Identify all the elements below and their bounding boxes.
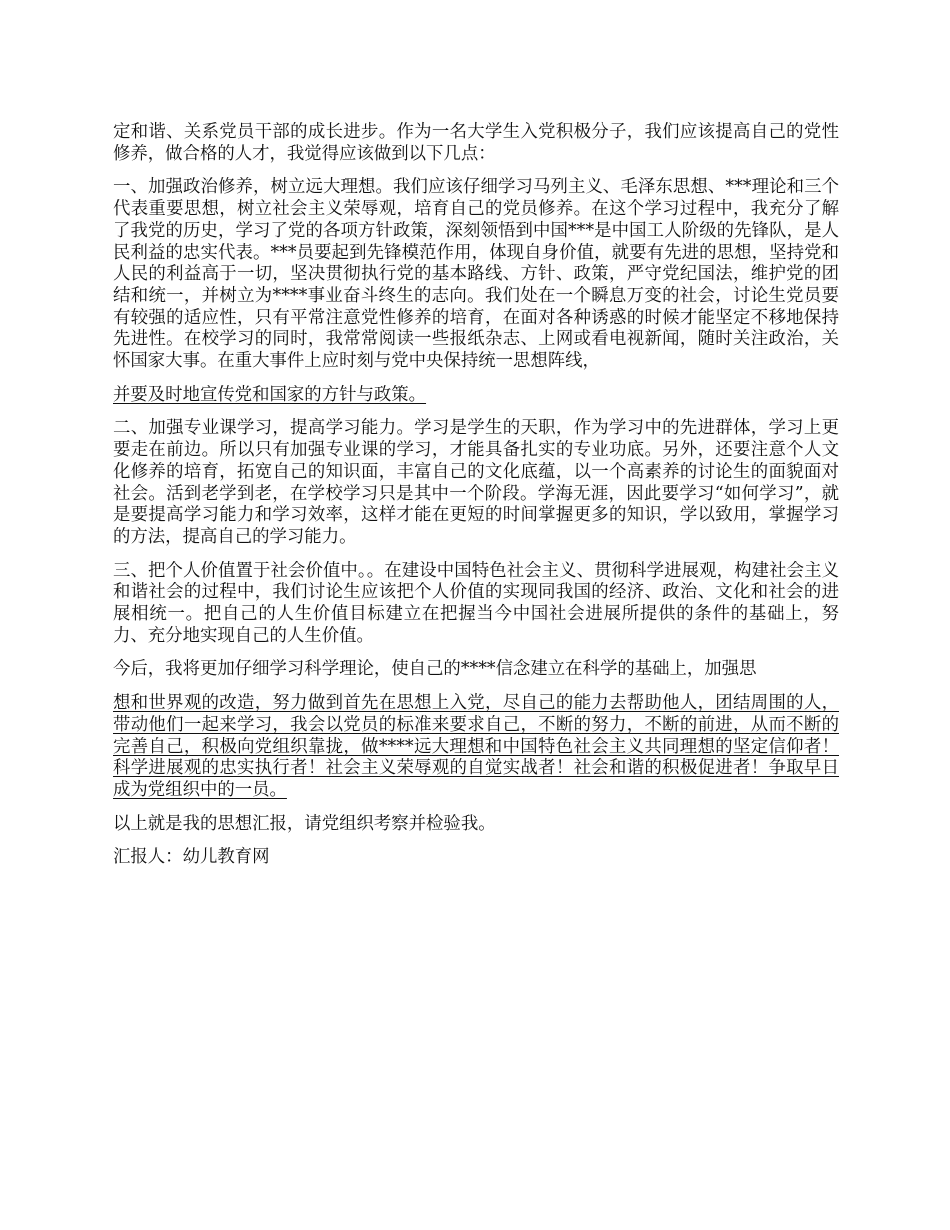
paragraph-future-plan: 今后，我将更加仔细学习科学理论，使自己的****信念建立在科学的基础上，加强思: [113, 659, 757, 680]
document-body: [113, 122, 839, 881]
paragraph-professional-study: 二、加强专业课学习，提高学习能力。学习是学生的天职，作为学习中的先进群体，学习上更要走在前边。所以只有加强专业课的学习，才能具备扎实的专业功底。另外，还要注意个人文化修养的培育，拓宽自己的知识面，丰富自己的文化底蕴，以一个高素养的讨论生的面貌面对社会。活到老学到老，在学校学习只是其中一个阶段。学海无涯，因此要学习“如何学习”，就是要提高学习能力和学习效率，这样才能在更短的时间掌握更多的知识，学以致用，掌握学习的方法，提高自己的学习能力。: [113, 418, 839, 547]
paragraph-intro: 定和谐、关系党员干部的成长进步。作为一名大学生入党积极分子，我们应该提高自己的党性修养，做合格的人才，我觉得应该做到以下几点：: [113, 122, 839, 164]
paragraph-political-cultivation: 一、加强政治修养，树立远大理想。我们应该仔细学习马列主义、毛泽东思想、***理论和三个代表重要思想，树立社会主义荣辱观，培育自己的党员修养。在这个学习过程中，我充分了解了我党的历史，学习了党的各项方针政策，深刻领悟到中国***是中国工人阶级的先锋队，是人民利益的忠实代表。***员要起到先锋模范作用，体现自身价值，就要有先进的思想，坚持党和人民的利益高于一切，坚决贯彻执行党的基本路线、方针、政策，严守党纪国法，维护党的团结和统一，并树立为****事业奋斗终生的志向。我们处在一个瞬息万变的社会，讨论生党员要有较强的适应性，只有平常注意党性修养的培育，在面对各种诱惑的时候才能坚定不移地保持先进性。在校学习的同时，我常常阅读一些报纸杂志、上网或看电视新闻，随时关注政治，关怀国家大事。在重大事件上应时刻与党中央保持统一思想阵线，: [113, 177, 839, 372]
paragraph-closing: 以上就是我的思想汇报，请党组织考察并检验我。: [113, 813, 496, 834]
reporter-signature: 汇报人：幼儿教育网: [113, 847, 270, 868]
paragraph-propagate-policy: 并要及时地宣传党和国家的方针与政策。: [113, 384, 427, 405]
paragraph-personal-value: 三、把个人价值置于社会价值中。。在建设中国特色社会主义、贯彻科学进展观，构建社会主义和谐社会的过程中，我们讨论生应该把个人价值的实现同我国的经济、政治、文化和社会的进展相统一。把自己的人生价值目标建立在把握当今中国社会进展所提供的条件的基础上，努力、充分地实现自己的人生价值。: [113, 560, 839, 646]
paragraph-commitment: 想和世界观的改造，努力做到首先在思想上入党，尽自己的能力去帮助他人，团结周围的人，带动他们一起来学习，我会以党员的标准来要求自己，不断的努力，不断的前进，从而不断的完善自己，积极向党组织靠拢，做****远大理想和中国特色社会主义共同理想的坚定信仰者！科学进展观的忠实执行者！社会主义荣辱观的自觉实战者！社会和谐的积极促进者！争取早日成为党组织中的一员。: [113, 693, 839, 800]
